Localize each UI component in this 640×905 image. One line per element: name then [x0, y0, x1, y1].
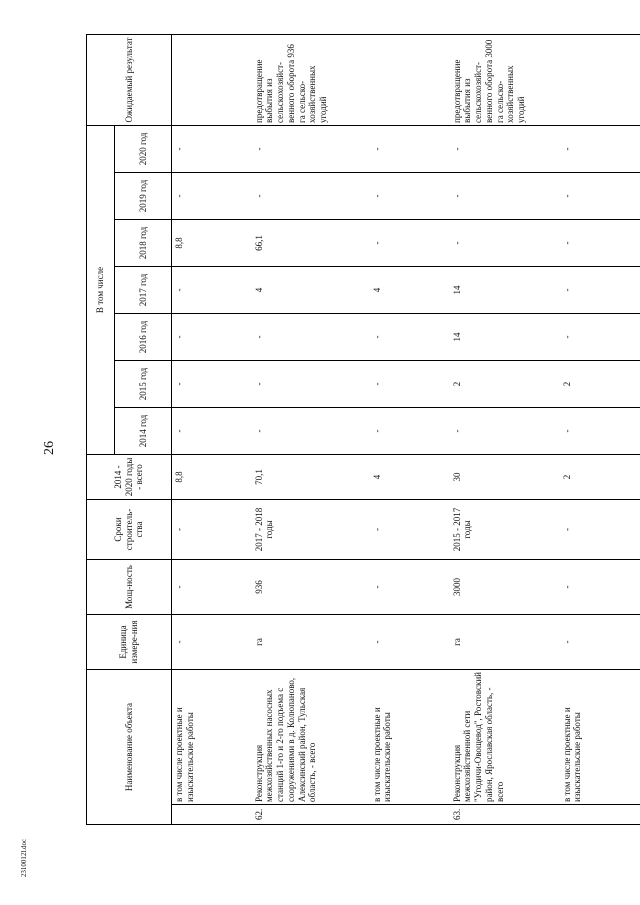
- year-2017-cell: 4: [252, 267, 370, 314]
- header-result: Ожидаемый результат: [87, 34, 172, 125]
- year-2019-cell: -: [560, 173, 640, 220]
- header-year: 2017 год: [115, 267, 172, 314]
- terms-cell: 2015 - 2017 годы: [450, 500, 560, 560]
- row-number: [370, 805, 450, 825]
- result-cell: [560, 34, 640, 125]
- year-2018-cell: 8,8: [172, 220, 252, 267]
- year-2014-cell: -: [172, 408, 252, 455]
- year-2016-cell: -: [172, 314, 252, 361]
- total-cell: 30: [450, 455, 560, 500]
- year-2019-cell: -: [370, 173, 450, 220]
- unit-cell: -: [560, 615, 640, 670]
- header-name: Наименование объекта: [87, 670, 172, 825]
- total-cell: 4: [370, 455, 450, 500]
- unit-cell: -: [370, 615, 450, 670]
- year-2019-cell: -: [252, 173, 370, 220]
- table-row: [252, 34, 370, 824]
- year-2020-cell: -: [450, 125, 560, 172]
- rotated-page: [86, 35, 606, 825]
- year-2014-cell: -: [252, 408, 370, 455]
- header-year: 2020 год: [115, 125, 172, 172]
- year-2016-cell: -: [370, 314, 450, 361]
- result-cell: предотвращение выбытия из сельскохозяйст-венного оборота 3000 га сельско-хозяйственных угодий: [450, 34, 560, 125]
- terms-cell: -: [172, 500, 252, 560]
- object-name: Реконструкция межхозяйственных насосных станций 1-го и 2-го подъема с сооружениями в д. Колюпаново, Алексинский район, Тульская область, - всего: [252, 670, 370, 805]
- year-2018-cell: -: [560, 220, 640, 267]
- terms-cell: 2017 - 2018 годы: [252, 500, 370, 560]
- total-cell: 2: [560, 455, 640, 500]
- header-year: 2014 год: [115, 408, 172, 455]
- year-2015-cell: -: [172, 361, 252, 408]
- year-2015-cell: -: [370, 361, 450, 408]
- year-2017-cell: -: [172, 267, 252, 314]
- capacity-cell: -: [172, 560, 252, 615]
- capacity-cell: -: [370, 560, 450, 615]
- header-unit: Единица измере-ния: [87, 615, 172, 670]
- page-number: 26: [42, 441, 57, 455]
- header-total: 2014 - 2020 годы - всего: [87, 455, 172, 500]
- year-2014-cell: -: [450, 408, 560, 455]
- capacity-cell: 3000: [450, 560, 560, 615]
- object-name: Реконструкция межхозяйственной сети "Угодичи-Овощевод", Ростовский район, Ярославская область, - всего: [450, 670, 560, 805]
- year-2018-cell: -: [450, 220, 560, 267]
- year-2020-cell: -: [560, 125, 640, 172]
- unit-cell: -: [172, 615, 252, 670]
- year-2015-cell: 2: [450, 361, 560, 408]
- year-2017-cell: 4: [370, 267, 450, 314]
- header-year: 2018 год: [115, 220, 172, 267]
- capacity-cell: 936: [252, 560, 370, 615]
- terms-cell: -: [370, 500, 450, 560]
- total-cell: 8,8: [172, 455, 252, 500]
- unit-cell: га: [252, 615, 370, 670]
- unit-cell: га: [450, 615, 560, 670]
- year-2020-cell: -: [370, 125, 450, 172]
- object-name: в том числе проектные и изыскательские работы: [172, 670, 252, 805]
- year-2015-cell: 2: [560, 361, 640, 408]
- header-row-1: [87, 34, 115, 824]
- year-2018-cell: -: [370, 220, 450, 267]
- header-year: 2019 год: [115, 173, 172, 220]
- object-name: в том числе проектные и изыскательские работы: [370, 670, 450, 805]
- construction-table: [86, 34, 640, 825]
- header-capacity: Мощ-ность: [87, 560, 172, 615]
- row-number: 62.: [252, 805, 370, 825]
- header-year: 2015 год: [115, 361, 172, 408]
- header-incl: В том числе: [87, 125, 115, 454]
- year-2016-cell: -: [252, 314, 370, 361]
- result-cell: предотвращение выбытия из сельскохозяйст-венного оборота 936 га сельско-хозяйственных угодий: [252, 34, 370, 125]
- result-cell: [172, 34, 252, 125]
- year-2015-cell: -: [252, 361, 370, 408]
- table-row: [172, 34, 252, 824]
- year-2016-cell: 14: [450, 314, 560, 361]
- row-number: [560, 805, 640, 825]
- row-number: [172, 805, 252, 825]
- year-2020-cell: -: [172, 125, 252, 172]
- result-cell: [370, 34, 450, 125]
- header-year: 2016 год: [115, 314, 172, 361]
- year-2016-cell: -: [560, 314, 640, 361]
- footer-filename: 2310012l.doc: [20, 838, 28, 878]
- year-2017-cell: -: [560, 267, 640, 314]
- year-2017-cell: 14: [450, 267, 560, 314]
- row-number: 63.: [450, 805, 560, 825]
- year-2019-cell: -: [450, 173, 560, 220]
- header-terms: Сроки строитель-ства: [87, 500, 172, 560]
- table-row: [370, 34, 450, 824]
- year-2014-cell: -: [370, 408, 450, 455]
- year-2018-cell: 66,1: [252, 220, 370, 267]
- capacity-cell: -: [560, 560, 640, 615]
- year-2019-cell: -: [172, 173, 252, 220]
- object-name: в том числе проектные и изыскательские работы: [560, 670, 640, 805]
- terms-cell: -: [560, 500, 640, 560]
- table-row: [450, 34, 560, 824]
- total-cell: 70,1: [252, 455, 370, 500]
- year-2014-cell: -: [560, 408, 640, 455]
- table-row: [560, 34, 640, 824]
- year-2020-cell: -: [252, 125, 370, 172]
